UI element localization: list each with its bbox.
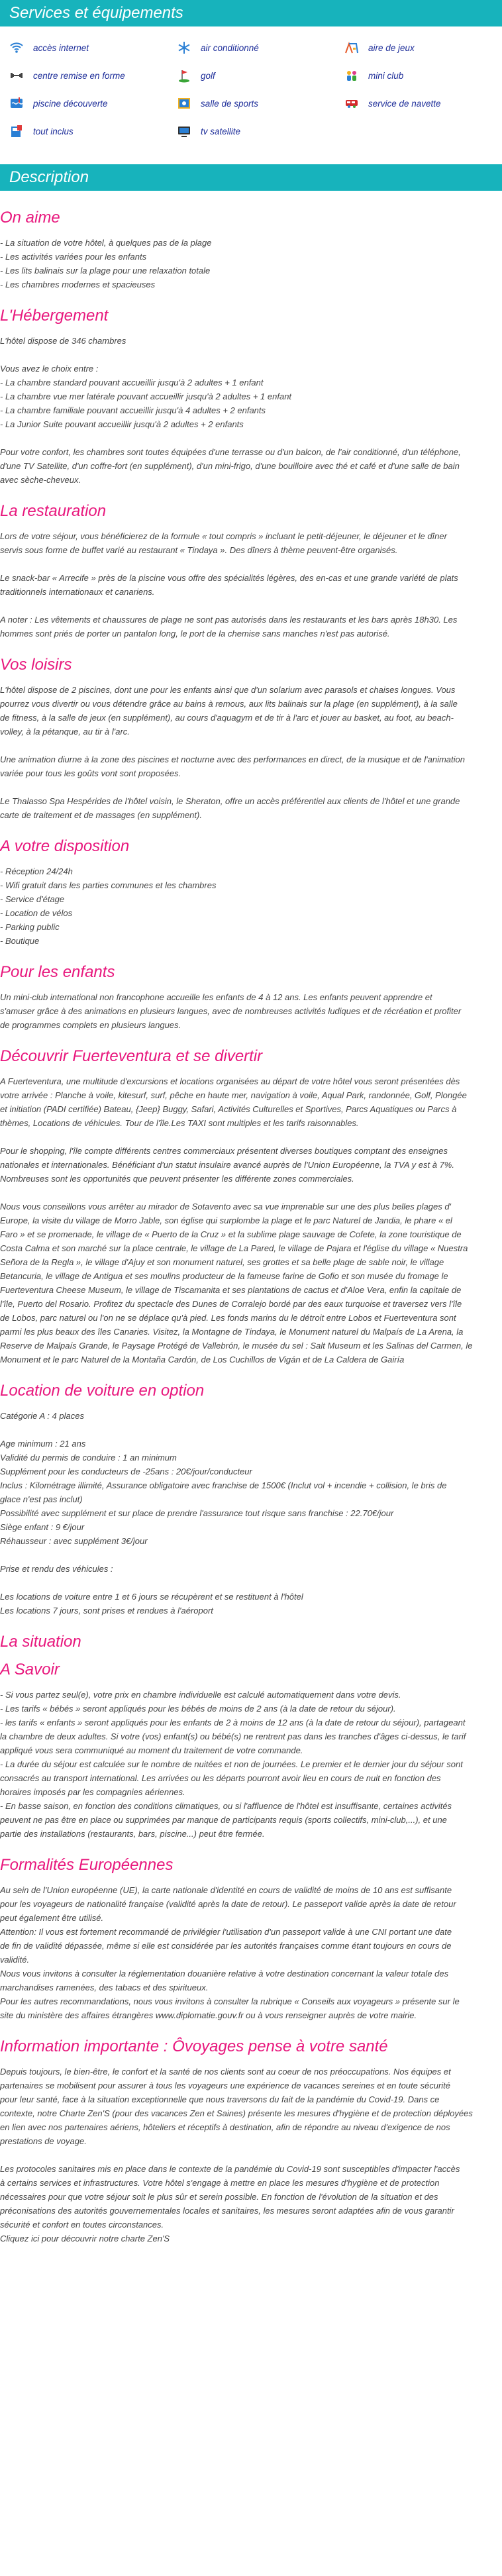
section-line: - Les tarifs « bébés » seront appliqués pour les bébés de moins de 2 ans (à la date de retour du séjour). xyxy=(0,1704,396,1714)
section-heading: Vos loisirs xyxy=(0,656,72,674)
section-line: - Wifi gratuit dans les parties communes et les chambres xyxy=(0,880,217,890)
section-line: Reserve de Malpaís Grande, le Paysage Protégé de Vallebrón, le musée du sel : Salt Museum et les Salinas del Carmen, le xyxy=(0,1341,473,1351)
service-item xyxy=(0,64,168,87)
description-header: Description xyxy=(0,164,502,191)
section-line: servis sous forme de buffet varié au restaurant « Tindaya ». Des dîners à thème peuvent-être organisés. xyxy=(0,545,398,555)
section-line: Depuis toujours, le bien-être, le confort et la santé de nos clients sont au coeur de nos préoccupations. Nos équipes et xyxy=(0,2067,451,2077)
description-section xyxy=(0,655,502,822)
section-line: - La situation de votre hôtel, à quelques pas de la plage xyxy=(0,238,212,248)
section-line: Au sein de l'Union européenne (UE), la carte nationale d'identité en cours de validité de moins de 10 ans est suffisante xyxy=(0,1885,452,1895)
section-line: - Si vous partez seul(e), votre prix en chambre individuelle est calculé automatiquement dans votre devis. xyxy=(0,1690,401,1700)
section-line: Age minimum : 21 ans xyxy=(0,1439,86,1449)
section-line: Un mini-club international non francophone accueille les enfants de 4 à 12 ans. Les enfants peuvent apprendre et xyxy=(0,992,432,1002)
section-line: de fin de validité dépassée, même si elle est considérée par les autorités françaises comme étant toujours en cours de xyxy=(0,1941,452,1951)
section-line: - les tarifs « enfants » seront appliqués pour les enfants de 2 à moins de 12 ans (à la date de retour du séjour), partageant xyxy=(0,1718,466,1727)
service-item xyxy=(335,64,502,87)
section-body xyxy=(0,529,502,641)
service-label: aire de jeux xyxy=(368,42,415,53)
section-line: Une animation diurne à la zone des piscines et nocturne avec des performances en direct, de la musique et de l'animation xyxy=(0,754,465,764)
section-heading: A votre disposition xyxy=(0,837,130,855)
section-line: - Service d'étage xyxy=(0,894,65,904)
section-body xyxy=(0,1074,502,1366)
section-line: contexte, notre Charte Zen'S (pour des vacances Zen et Saines) présente les mesures d'hygiène et de protection déployées xyxy=(0,2108,473,2118)
section-line: la chambre de deux adultes. Si votre (vos) enfant(s) ou bébé(s) ne rentrent pas dans les tranches d'âges ci-dessus, le tarif xyxy=(0,1731,466,1741)
section-line: votre arrivée : Planche à voile, kitesurf, surf, pêche en haute mer, navigation à voile, Aqual Park, randonnée, Golf, Plongée xyxy=(0,1090,467,1100)
description-section xyxy=(0,306,502,487)
section-line: nécessaires pour que votre séjour soit le plus sûr et serein possible. En fonction de l'évolution de la situation et des xyxy=(0,2192,438,2202)
section-line: variée pour tous les goûts vont sont proposées. xyxy=(0,768,181,778)
section-line: Possibilité avec supplément et sur place de prendre l'assurance tout risque sans franchise : 22.70€/jour xyxy=(0,1508,394,1518)
section-line: Nous vous conseillons vous arrêter au mirador de Sotavento avec sa vue imprenable sur une des plus belles plages d' xyxy=(0,1202,452,1211)
section-body xyxy=(0,334,502,487)
section-line: Lors de votre séjour, vous bénéficierez de la formule « tout compris » incluant le petit-déjeuner, le déjeuner et le dîner xyxy=(0,531,447,541)
section-line: - Les activités variées pour les enfants xyxy=(0,252,147,262)
section-line: Pour le shopping, l'île compte différents centres commerciaux présentent diverses boutiques comptant des enseignes xyxy=(0,1146,448,1156)
service-label: accès internet xyxy=(33,42,89,53)
line-gap xyxy=(0,1130,502,1144)
section-line: Réhausseur : avec supplément 3€/jour xyxy=(0,1536,148,1546)
service-item xyxy=(0,36,168,60)
section-body xyxy=(0,990,502,1032)
section-heading: Location de voiture en option xyxy=(0,1382,205,1400)
section-line: - La durée du séjour est calculée sur le nombre de nuitées et non de journées. Le premier et le dernier jour du séjour sont xyxy=(0,1759,463,1769)
section-line: Nombreuses sont les opportunités que peuvent présenter les différente zones commerciales. xyxy=(0,1174,354,1184)
service-label: mini club xyxy=(368,70,404,81)
section-line: de fitness, à la salle de jeux (en supplément), au cours d'aquagym et de tir à l'arc et jouer au basket, au foot, au beach- xyxy=(0,713,454,723)
section-line: appliqué vous sera communiqué au moment du traitement de votre commande. xyxy=(0,1745,303,1755)
section-heading: Information importante : Ôvoyages pense à votre santé xyxy=(0,2037,388,2055)
section-line: sécurité et confort en toutes circonstances. xyxy=(0,2220,164,2230)
section-line: Attention: Il vous est fortement recommandé de privilégier l'utilisation d'un passeport valide à une CNI portant une date xyxy=(0,1927,452,1937)
service-item xyxy=(335,36,502,60)
section-line: L'hôtel dispose de 2 piscines, dont une pour les enfants ainsi que d'un solarium avec parasols et chaises longues. Vous xyxy=(0,685,456,695)
section-line: - Les lits balinais sur la plage pour une relaxation totale xyxy=(0,266,211,276)
section-heading: L'Hébergement xyxy=(0,307,109,325)
service-label: golf xyxy=(201,70,215,81)
section-line: Les locations de voiture entre 1 et 6 jours se récupèrent et se restituent à l'hôtel xyxy=(0,1592,303,1602)
section-line: de programmes complets en plusieurs langues. xyxy=(0,1020,181,1030)
line-gap xyxy=(0,780,502,794)
section-line: Supplément pour les conducteurs de -25ans : 20€/jour/conducteur xyxy=(0,1467,252,1476)
section-body xyxy=(0,1688,502,1841)
section-line: partie des installations (restaurants, bars, piscine...) peut être fermée. xyxy=(0,1829,265,1839)
description-section xyxy=(0,1381,502,1618)
line-gap xyxy=(0,1548,502,1562)
section-line: Les protocoles sanitaires mis en place dans le contexte de la pandémie du Covid-19 sont susceptibles d'impacter l'accès xyxy=(0,2164,460,2174)
section-line: en lien avec nos partenaires aériens, hôteliers et réceptifs à destination, afin de répondre au niveau d'exigence de nos xyxy=(0,2122,450,2132)
golf-icon xyxy=(177,68,191,83)
section-line: A Fuerteventura, une multitude d'excursions et locations organisées au départ de votre hôtel vous seront présentées dès xyxy=(0,1076,460,1086)
sports-hall-icon xyxy=(177,96,191,111)
line-gap xyxy=(0,1186,502,1200)
section-line: - Parking public xyxy=(0,922,60,932)
service-item xyxy=(0,119,168,143)
section-line: et initiation (PADI certifiée) Bateau, {Jeep} Buggy, Safari, Activités Culturelles et Sportives, Parcs Aquatiques ou Parcs à xyxy=(0,1104,457,1114)
section-line: à certains services et infrastructures. Votre hôtel s'engage à mettre en place les mesures d'hygiène et de protection xyxy=(0,2178,440,2188)
services-header: Services et équipements xyxy=(0,0,502,26)
service-item xyxy=(335,91,502,115)
section-line: Validité du permis de conduire : 1 an minimum xyxy=(0,1453,177,1463)
service-label: piscine découverte xyxy=(33,98,108,109)
section-line: Cliquez ici pour découvrir notre charte Zen'S xyxy=(0,2234,170,2243)
section-line: Costa Calma et son marché sur la place centrale, le village de La Pared, le village de Pajara et l'église du village « Nuestra xyxy=(0,1243,468,1253)
snowflake-icon xyxy=(177,40,191,55)
section-line: Nous vous invitons à consulter la réglementation douanière relative à votre destination concernant la valeur totale des xyxy=(0,1969,449,1979)
section-line: Vous avez le choix entre : xyxy=(0,364,99,374)
section-line: - La chambre familiale pouvant accueillir jusqu'à 4 adultes + 2 enfants xyxy=(0,405,266,415)
section-line: peut également être utilisé. xyxy=(0,1913,104,1923)
line-gap xyxy=(0,739,502,752)
line-gap xyxy=(0,1423,502,1437)
section-line: validité. xyxy=(0,1955,30,1965)
line-gap xyxy=(0,1576,502,1590)
service-label: tout inclus xyxy=(33,126,74,136)
section-body xyxy=(0,864,502,948)
section-line: Fuerteventura Cheese Museum, le village de Tiscamanita et ses plantations de cactus et d'Aloe Vera, enfin la capitale de xyxy=(0,1285,462,1295)
section-line: Betancuria, le village de Antigua et ses moulins producteur de la fameuse farine de Gofio et son musée du fromage le xyxy=(0,1271,448,1281)
section-body xyxy=(0,1883,502,2022)
section-line: - Location de vélos xyxy=(0,908,73,918)
section-line: Pour les autres recommandations, nous vous invitons à consulter la rubrique « Conseils aux voyageurs » présente sur le xyxy=(0,1996,460,2006)
section-line: pour les voyageurs de nationalité française (validité après la date de retour). Le passeport valide après la date de retour xyxy=(0,1899,456,1909)
section-heading: Pour les enfants xyxy=(0,963,115,981)
section-line: - La chambre standard pouvant accueillir jusqu'à 2 adultes + 1 enfant xyxy=(0,378,264,387)
description-section xyxy=(0,962,502,1032)
section-line: site du ministère des affaires étrangères www.diplomatie.gouv.fr ou à vous renseigner auprès de votre mairie. xyxy=(0,2010,417,2020)
description-section xyxy=(0,1632,502,1652)
section-line: horaires imposés par les compagnies aériennes. xyxy=(0,1787,185,1797)
section-line: traditionnels internationaux et canariens. xyxy=(0,587,155,597)
section-heading: A Savoir xyxy=(0,1661,60,1678)
section-line: prestations de voyage. xyxy=(0,2136,87,2146)
description-section xyxy=(0,501,502,641)
section-line: Catégorie A : 4 places xyxy=(0,1411,84,1421)
section-body xyxy=(0,1409,502,1618)
section-body xyxy=(0,2065,502,2245)
section-line: marchandises ramenées, des tabacs et des spiritueux. xyxy=(0,1983,209,1992)
section-line: Inclus : Kilométrage illimité, Assurance obligatoire avec franchise de 1500€ (Inclut vol + incendie + collision, le bris de xyxy=(0,1480,447,1490)
section-heading: La situation xyxy=(0,1633,81,1651)
section-body xyxy=(0,683,502,822)
section-line: Pour votre confort, les chambres sont toutes équipées d'une terrasse ou d'un balcon, de l'air conditionné, d'un téléphone, xyxy=(0,447,461,457)
section-line: Les locations 7 jours, sont prises et rendues à l'aéroport xyxy=(0,1606,213,1616)
line-gap xyxy=(0,557,502,571)
section-heading: Formalités Européennes xyxy=(0,1856,174,1874)
line-gap xyxy=(0,431,502,445)
section-line: s'amuser grâce à des animations en plusieurs langues, avec de nombreuses activités ludiques et de récréation et profiter xyxy=(0,1006,462,1016)
section-line: parmi les plus beaux des îles Canaries. Visitez, la Montagne de Tindaya, le Monument naturel du Malpaís de La Arena, la xyxy=(0,1327,464,1337)
service-label: air conditionné xyxy=(201,42,259,53)
description-section xyxy=(0,837,502,948)
section-line: - La Junior Suite pouvant accueillir jusqu'à 2 adultes + 2 enfants xyxy=(0,419,244,429)
section-line: L'hôtel dispose de 346 chambres xyxy=(0,336,126,346)
service-label: tv satellite xyxy=(201,126,241,136)
service-label: salle de sports xyxy=(201,98,259,109)
section-line: d'une TV Satellite, d'un coffre-fort (en supplément), d'un mini-frigo, d'une bouilloire avec thé et café et d'une salle de bain xyxy=(0,461,460,471)
service-item xyxy=(168,91,335,115)
wifi-icon xyxy=(9,40,24,55)
section-line: Europe, la visite du village de Morro Jable, son église qui surplombe la plage et le parc Naturel de Jandia, le phare « el xyxy=(0,1215,452,1225)
pool-icon xyxy=(9,96,24,111)
section-line: pourrez vous divertir ou vous détendre grâce au bains à remous, aux lits balinais sur la plage (en supplément), à la salle xyxy=(0,699,458,709)
section-line: carte de traitement et de massages (en supplément). xyxy=(0,810,202,820)
all-inclusive-icon xyxy=(9,124,24,138)
section-line: glace n'est pas inclut) xyxy=(0,1494,83,1504)
description-content xyxy=(0,191,502,2245)
section-line: volley, à la pétanque, au tir à l'arc. xyxy=(0,727,130,737)
service-item xyxy=(0,91,168,115)
section-line: - La chambre vue mer latérale pouvant accueillir jusqu'à 2 adultes + 1 enfant xyxy=(0,391,292,401)
section-line: de Lobos, parc naturel ou l'on ne se déplace qu'à pied. Les fonds marins du le détroit entre Lobos et Fuerteventura sont xyxy=(0,1313,456,1323)
section-line: - Les chambres modernes et spacieuses xyxy=(0,280,156,289)
service-item xyxy=(168,119,335,143)
section-line: préconisations des autorités gouvernementales locales et sanitaires, les mesures seront adaptées afin de vous garantir xyxy=(0,2206,454,2216)
service-item xyxy=(168,36,335,60)
dumbbell-icon xyxy=(9,68,24,83)
description-section xyxy=(0,2037,502,2245)
section-line: hommes sont priés de porter un pantalon long, le port de la chemise sans manches n'est pas autorisé. xyxy=(0,629,390,639)
line-gap xyxy=(0,2148,502,2162)
section-line: peuvent ne pas être en place ou supprimées par manque de participants requis (sports collectifs, mini-club,...), et une xyxy=(0,1815,447,1825)
description-section xyxy=(0,1660,502,1841)
section-line: Siège enfant : 9 €/jour xyxy=(0,1522,85,1532)
shuttle-icon xyxy=(344,96,359,111)
section-line: - En basse saison, en fonction des conditions climatiques, ou si l'affluence de l'hôtel est insuffisante, certaines activités xyxy=(0,1801,452,1811)
section-line: Señora de la Regla », le village d'Ajuy et son monument naturel, ses grottes et sa belle plage de sable noir, le village xyxy=(0,1257,444,1267)
section-line: Prise et rendu des véhicules : xyxy=(0,1564,113,1574)
line-gap xyxy=(0,348,502,362)
section-line: Le snack-bar « Arrecife » près de la piscine vous offre des spécialités légères, des en-cas et une grande variété de plats xyxy=(0,573,458,583)
section-line: Le Thalasso Spa Hespérides de l'hôtel voisin, le Sheraton, offre un accès préférentiel aux clients de l'hôtel et une grande xyxy=(0,796,460,806)
section-line: nationales et internationales. Bénéficiant d'un statut insulaire avancé auprès de l'Union Européenne, la TVA y est à 7%. xyxy=(0,1160,454,1170)
section-body xyxy=(0,236,502,291)
service-item xyxy=(168,64,335,87)
service-label: centre remise en forme xyxy=(33,70,125,81)
section-line: Faro » et se promenade, le village de « Puerto de la Cruz » et la sublime plage sauvage de Cofete, la zone touristique de xyxy=(0,1229,462,1239)
description-section xyxy=(0,1855,502,2022)
section-line: consacrés au transport international. Les arrivées ou les départs pourront avoir lieu en cours de nuit en fonction des xyxy=(0,1773,441,1783)
section-heading: Découvrir Fuerteventura et se divertir xyxy=(0,1047,263,1065)
description-section xyxy=(0,1047,502,1366)
section-line: - Boutique xyxy=(0,936,40,946)
playground-icon xyxy=(344,40,359,55)
services-grid xyxy=(0,26,502,147)
section-heading: On aime xyxy=(0,209,60,227)
section-line: Monument et le parc Naturel de la Montaña Cardón, de Los Cuchillos de Vigán et de La Caldera de Gairía xyxy=(0,1355,405,1365)
section-line: partenaires se mobilisent pour assurer à tous les voyageurs une expérience de vacances sereines et en toute sécurité xyxy=(0,2081,450,2090)
service-label: service de navette xyxy=(368,98,441,109)
line-gap xyxy=(0,599,502,613)
section-heading: La restauration xyxy=(0,502,107,520)
section-line: - Réception 24/24h xyxy=(0,866,73,876)
section-line: thèmes, Locations de véhicules. Tour de l'île.Les TAXI sont multiples et les tarifs raisonnables. xyxy=(0,1118,359,1128)
section-line: avec sèche-cheveux. xyxy=(0,475,81,485)
tv-icon xyxy=(177,124,191,138)
section-line: pour leur santé, face à la situation exceptionnelle que nous traversons du fait de la pandémie du Covid-19. Dans ce xyxy=(0,2094,440,2104)
section-line: A noter : Les vêtements et chaussures de plage ne sont pas autorisés dans les restaurants et les bars après 18h30. Les xyxy=(0,615,458,625)
section-line: l'île, Puerto del Rosario. Profitez du spectacle des Dunes de Corralejo bordé par des eaux turquoise et traversez vers l'île xyxy=(0,1299,462,1309)
description-section xyxy=(0,208,502,291)
mini-club-icon xyxy=(344,68,359,83)
